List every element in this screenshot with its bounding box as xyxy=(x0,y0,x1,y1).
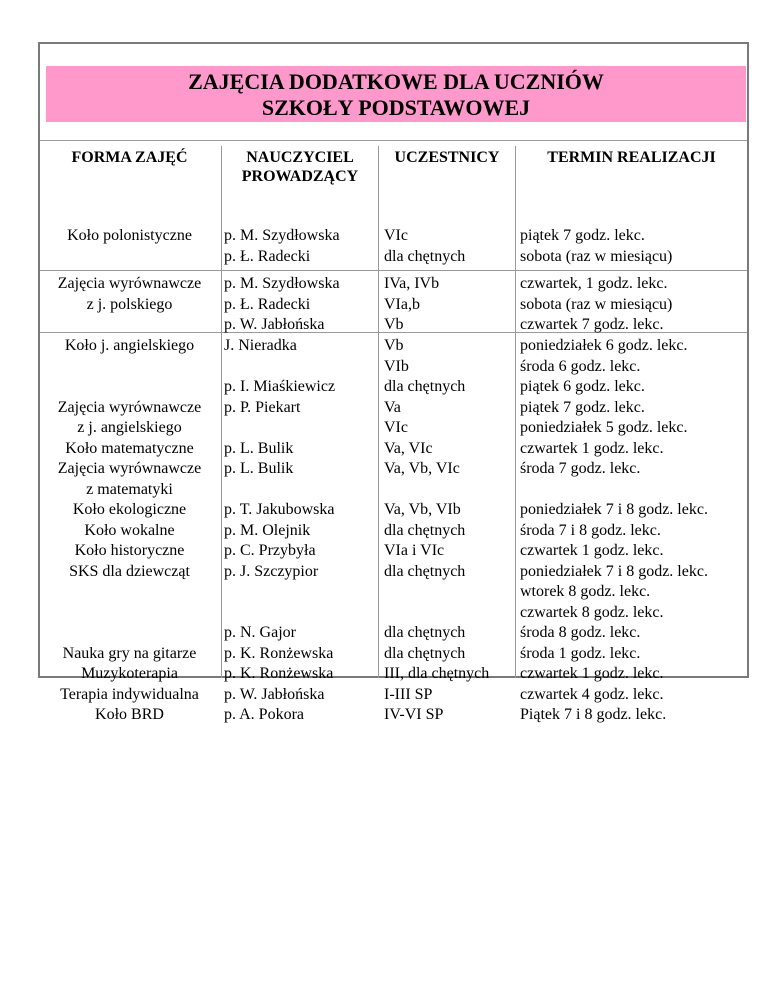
forma-text: Koło polonistyczne xyxy=(67,227,192,244)
termin-text: środa 6 godz. lekc. xyxy=(520,357,641,375)
title-line-2: SZKOŁY PODSTAWOWEJ xyxy=(261,95,531,120)
forma-text: z matematyki xyxy=(86,480,173,498)
uczestnicy-text: Vb xyxy=(384,316,404,333)
uczestnicy-text xyxy=(384,582,514,603)
termin-text: czwartek 7 godz. lekc. xyxy=(520,316,664,333)
cell-uczestnicy xyxy=(384,500,514,726)
column-divider xyxy=(515,146,516,678)
uczestnicy-text: VIa i VIc xyxy=(384,542,445,559)
cell-nauczyciel xyxy=(224,500,374,726)
termin-text: wtorek 8 godz. lekc. xyxy=(520,583,651,600)
forma-text: Koło matematyczne xyxy=(65,439,194,457)
nauczyciel-text: p. T. Jakubowska xyxy=(224,501,335,518)
header-termin: TERMIN REALIZACJI xyxy=(547,149,716,166)
nauczyciel-text: p. C. Przybyła xyxy=(224,542,316,559)
cell-forma xyxy=(40,226,219,247)
nauczyciel-text: J. Nieradka xyxy=(224,337,297,354)
header-forma: FORMA ZAJĘĆ xyxy=(71,149,188,166)
uczestnicy-text: VIb xyxy=(384,357,409,375)
forma-text xyxy=(40,623,219,644)
termin-text: środa 7 i 8 godz. lekc. xyxy=(520,521,661,539)
uczestnicy-text: dla chętnych xyxy=(384,521,466,539)
forma-text: SKS dla dziewcząt xyxy=(69,562,190,580)
uczestnicy-text xyxy=(384,480,514,501)
termin-text: czwartek 8 godz. lekc. xyxy=(520,603,664,621)
uczestnicy-text: dla chętnych xyxy=(384,378,466,395)
nauczyciel-text: p. P. Piekart xyxy=(224,398,301,416)
termin-text: środa 8 godz. lekc. xyxy=(520,624,641,641)
uczestnicy-text: Va, Vb, VIb xyxy=(384,501,461,518)
nauczyciel-text xyxy=(224,357,374,378)
forma-text: Zajęcia wyrównawcze xyxy=(57,398,202,416)
uczestnicy-text xyxy=(384,603,514,624)
termin-text: środa 1 godz. lekc. xyxy=(520,644,641,662)
termin-text: piątek 6 godz. lekc. xyxy=(520,378,645,395)
forma-text: Muzykoterapia xyxy=(81,665,178,682)
uczestnicy-text: IVa, IVb xyxy=(384,275,440,292)
termin-text: sobota (raz w miesiącu) xyxy=(520,295,673,313)
uczestnicy-text: Va, VIc xyxy=(384,439,433,457)
title-banner xyxy=(46,66,746,122)
forma-text: Zajęcia wyrównawcze xyxy=(57,275,202,292)
uczestnicy-text: IV-VI SP xyxy=(384,706,444,723)
cell-termin xyxy=(520,274,745,336)
termin-text: sobota (raz w miesiącu) xyxy=(520,247,673,265)
cell-termin xyxy=(520,336,745,500)
nauczyciel-text: p. K. Ronżewska xyxy=(224,644,334,662)
nauczyciel-text: p. L. Bulik xyxy=(224,439,294,457)
uczestnicy-text: dla chętnych xyxy=(384,562,466,580)
termin-text: czwartek 4 godz. lekc. xyxy=(520,685,664,703)
termin-text: czwartek 1 godz. lekc. xyxy=(520,542,664,559)
uczestnicy-text: VIc xyxy=(384,419,408,436)
termin-text xyxy=(520,480,745,501)
column-divider xyxy=(378,146,379,678)
nauczyciel-text: p. L. Bulik xyxy=(224,460,294,477)
termin-text: czwartek 1 godz. lekc. xyxy=(520,665,664,682)
termin-text: piątek 7 godz. lekc. xyxy=(520,398,645,416)
document-frame xyxy=(38,42,749,723)
termin-text: poniedziałek 7 i 8 godz. lekc. xyxy=(520,501,708,518)
forma-text: z j. angielskiego xyxy=(77,419,182,436)
forma-text xyxy=(40,377,219,398)
nauczyciel-text: p. Ł. Radecki xyxy=(224,295,311,313)
forma-text xyxy=(40,357,219,378)
nauczyciel-text: p. K. Ronżewska xyxy=(224,665,334,682)
forma-text: z j. polskiego xyxy=(86,295,173,313)
cell-uczestnicy xyxy=(384,226,514,267)
forma-text: Terapia indywidualna xyxy=(60,685,199,703)
cell-termin xyxy=(520,500,745,726)
nauczyciel-text xyxy=(224,582,374,603)
cell-uczestnicy xyxy=(384,274,514,336)
forma-text: Zajęcia wyrównawcze xyxy=(57,460,202,477)
header-nauczyciel-line-1: NAUCZYCIEL xyxy=(246,149,354,166)
termin-text: czwartek 1 godz. lekc. xyxy=(520,439,664,457)
uczestnicy-text: I-III SP xyxy=(384,685,433,703)
termin-text: poniedziałek 7 i 8 godz. lekc. xyxy=(520,562,708,580)
forma-text: Koło j. angielskiego xyxy=(64,337,195,354)
row-divider xyxy=(40,270,747,271)
uczestnicy-text: VIa,b xyxy=(384,295,420,313)
cell-nauczyciel xyxy=(224,274,374,336)
uczestnicy-text: Va, Vb, VIc xyxy=(384,460,460,477)
header-uczestnicy: UCZESTNICY xyxy=(394,149,500,166)
nauczyciel-text: p. N. Gajor xyxy=(224,624,296,641)
nauczyciel-text: p. M. Olejnik xyxy=(224,521,311,539)
uczestnicy-text: Vb xyxy=(384,337,404,354)
uczestnicy-text: Va xyxy=(384,398,401,416)
forma-text: Nauka gry na gitarze xyxy=(62,644,197,662)
termin-text: czwartek, 1 godz. lekc. xyxy=(520,275,668,292)
termin-text: poniedziałek 5 godz. lekc. xyxy=(520,419,688,436)
cell-forma xyxy=(40,274,219,315)
termin-text: poniedziałek 6 godz. lekc. xyxy=(520,337,688,354)
uczestnicy-text: VIc xyxy=(384,227,408,244)
cell-termin xyxy=(520,226,745,267)
nauczyciel-text: p. W. Jabłońska xyxy=(224,685,325,703)
divider xyxy=(40,140,747,141)
nauczyciel-text: p. A. Pokora xyxy=(224,706,304,723)
cell-forma xyxy=(40,500,219,726)
cell-nauczyciel xyxy=(224,226,374,267)
forma-text: Koło BRD xyxy=(95,706,164,723)
nauczyciel-text: p. J. Szczypior xyxy=(224,562,319,580)
cell-uczestnicy xyxy=(384,336,514,500)
termin-text: środa 7 godz. lekc. xyxy=(520,460,641,477)
cell-forma xyxy=(40,336,219,500)
nauczyciel-text xyxy=(224,480,374,501)
nauczyciel-text xyxy=(224,418,374,439)
uczestnicy-text: dla chętnych xyxy=(384,644,466,662)
forma-text: Koło wokalne xyxy=(84,521,175,539)
forma-text: Koło ekologiczne xyxy=(72,501,187,518)
cell-nauczyciel xyxy=(224,336,374,500)
termin-text: piątek 7 godz. lekc. xyxy=(520,227,645,244)
uczestnicy-text: dla chętnych xyxy=(384,247,466,265)
forma-text xyxy=(40,582,219,603)
forma-text xyxy=(40,603,219,624)
nauczyciel-text xyxy=(224,603,374,624)
header-nauczyciel xyxy=(222,148,378,186)
nauczyciel-text: p. M. Szydłowska xyxy=(224,227,340,244)
title-line-1: ZAJĘCIA DODATKOWE DLA UCZNIÓW xyxy=(188,69,604,94)
nauczyciel-text: p. I. Miaśkiewicz xyxy=(224,378,336,395)
termin-text: Piątek 7 i 8 godz. lekc. xyxy=(520,706,667,723)
nauczyciel-text: p. M. Szydłowska xyxy=(224,275,340,292)
uczestnicy-text: III, dla chętnych xyxy=(384,665,490,682)
forma-text: Koło historyczne xyxy=(74,542,185,559)
column-divider xyxy=(221,146,222,678)
uczestnicy-text: dla chętnych xyxy=(384,624,466,641)
nauczyciel-text: p. Ł. Radecki xyxy=(224,247,311,265)
header-nauczyciel-line-2: PROWADZĄCY xyxy=(241,168,359,185)
nauczyciel-text: p. W. Jabłońska xyxy=(224,316,325,333)
